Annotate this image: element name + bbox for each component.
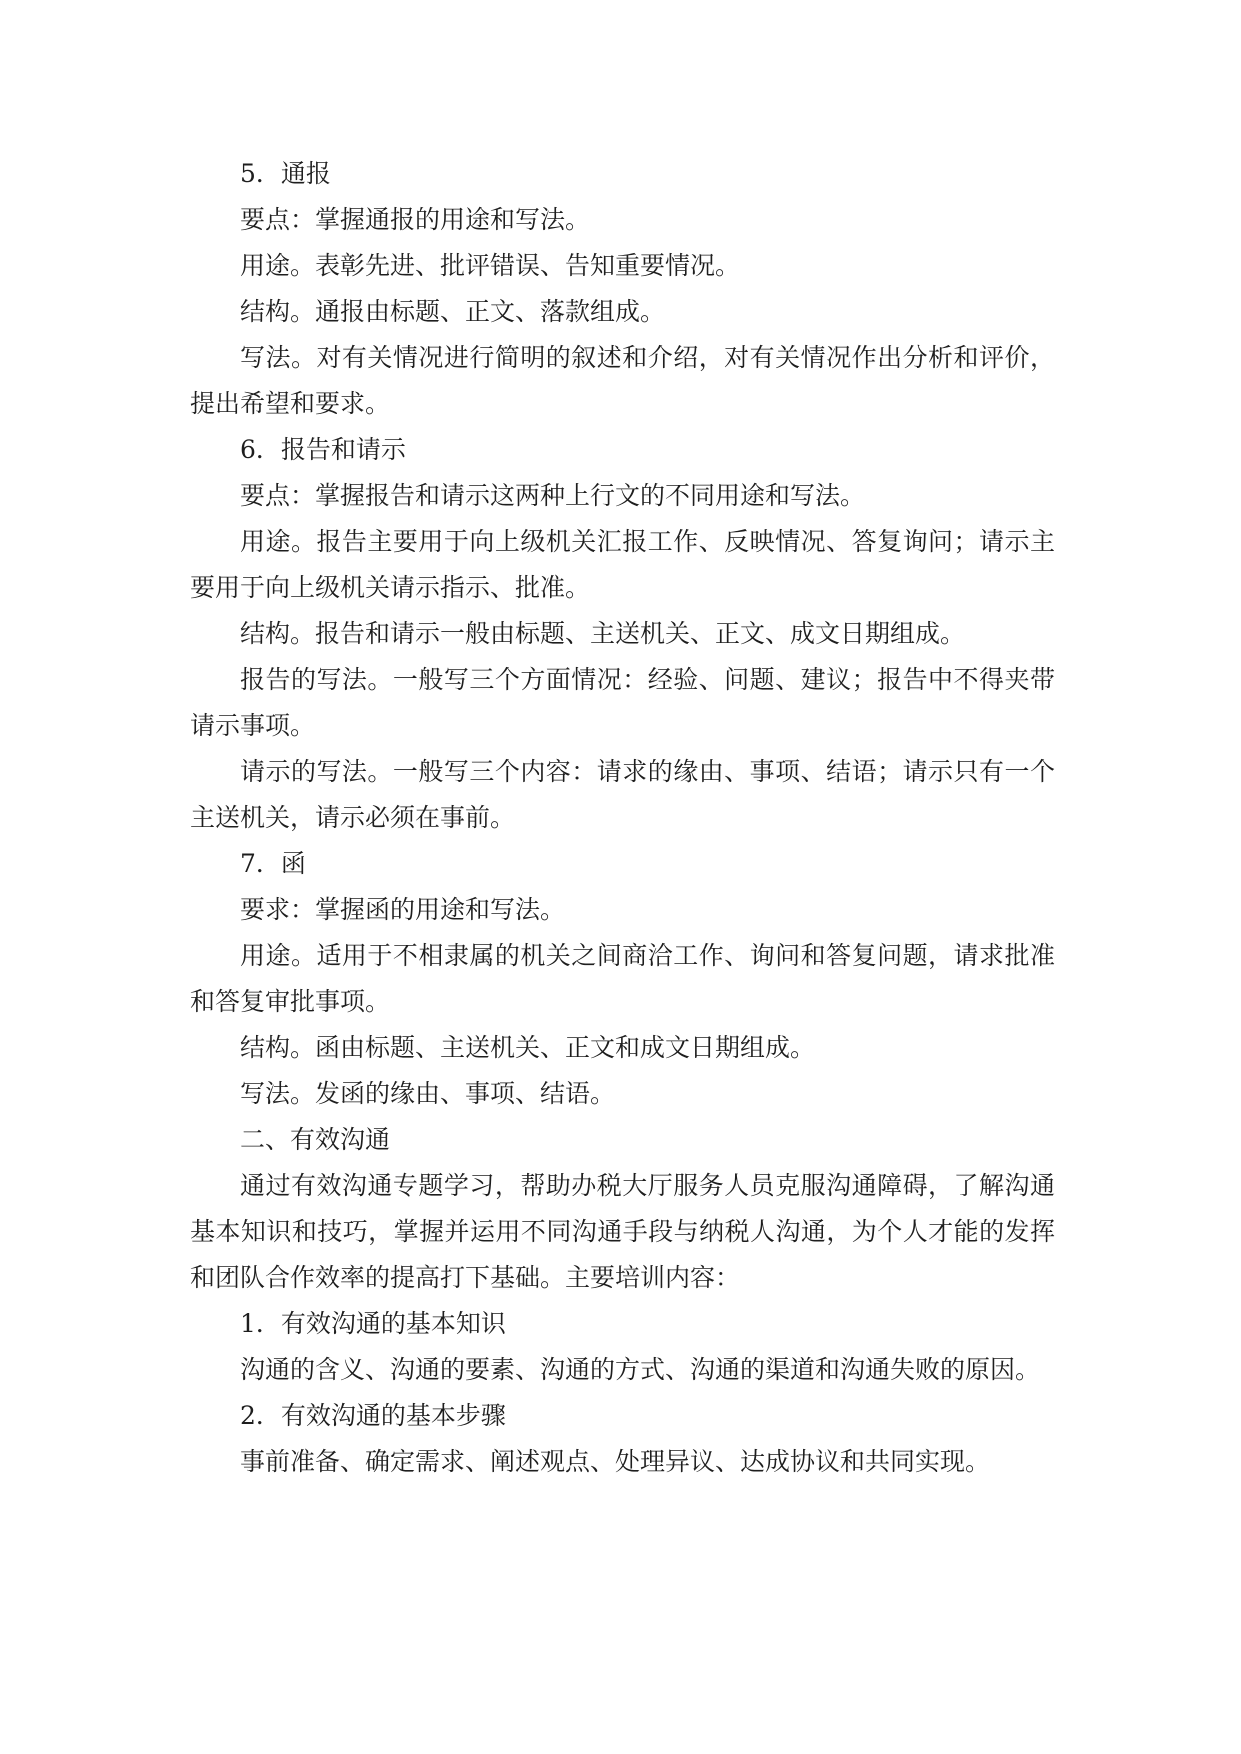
paragraph: 要点：掌握报告和请示这两种上行文的不同用途和写法。 [240,481,866,510]
section-heading-notice: 5．通报 [240,159,331,188]
paragraph: 写法。对有关情况进行简明的叙述和介绍，对有关情况作出分析和评价，提出希望和要求。 [190,343,1055,418]
paragraph: 请示的写法。一般写三个内容：请求的缘由、事项、结语；请示只有一个主送机关，请示必须在事前。 [190,757,1055,832]
chapter-heading-effective-communication: 二、有效沟通 [240,1125,391,1154]
paragraph: 结构。报告和请示一般由标题、主送机关、正文、成文日期组成。 [240,619,966,648]
paragraph: 事前准备、确定需求、阐述观点、处理异议、达成协议和共同实现。 [240,1447,991,1476]
paragraph: 要点：掌握通报的用途和写法。 [240,205,591,234]
section-heading-report-request: 6．报告和请示 [240,435,406,464]
paragraph: 结构。函由标题、主送机关、正文和成文日期组成。 [240,1033,816,1062]
document-body [190,151,1055,1485]
paragraph: 写法。发函的缘由、事项、结语。 [240,1079,616,1108]
paragraph: 结构。通报由标题、正文、落款组成。 [240,297,666,326]
paragraph: 沟通的含义、沟通的要素、沟通的方式、沟通的渠道和沟通失败的原因。 [240,1355,1041,1384]
paragraph: 要求：掌握函的用途和写法。 [240,895,566,924]
paragraph: 用途。报告主要用于向上级机关汇报工作、反映情况、答复询问；请示主要用于向上级机关请示指示、批准。 [190,527,1055,602]
section-heading-letter: 7．函 [240,849,306,878]
paragraph: 用途。表彰先进、批评错误、告知重要情况。 [240,251,741,280]
paragraph: 用途。适用于不相隶属的机关之间商洽工作、询问和答复问题，请求批准和答复审批事项。 [190,941,1055,1016]
section-heading-basic-knowledge: 1．有效沟通的基本知识 [240,1309,506,1338]
paragraph: 通过有效沟通专题学习，帮助办税大厅服务人员克服沟通障碍，了解沟通基本知识和技巧，掌握并运用不同沟通手段与纳税人沟通，为个人才能的发挥和团队合作效率的提高打下基础。主要培训内容： [190,1171,1055,1292]
section-heading-basic-steps: 2．有效沟通的基本步骤 [240,1401,506,1430]
paragraph: 报告的写法。一般写三个方面情况：经验、问题、建议；报告中不得夹带请示事项。 [190,665,1055,740]
